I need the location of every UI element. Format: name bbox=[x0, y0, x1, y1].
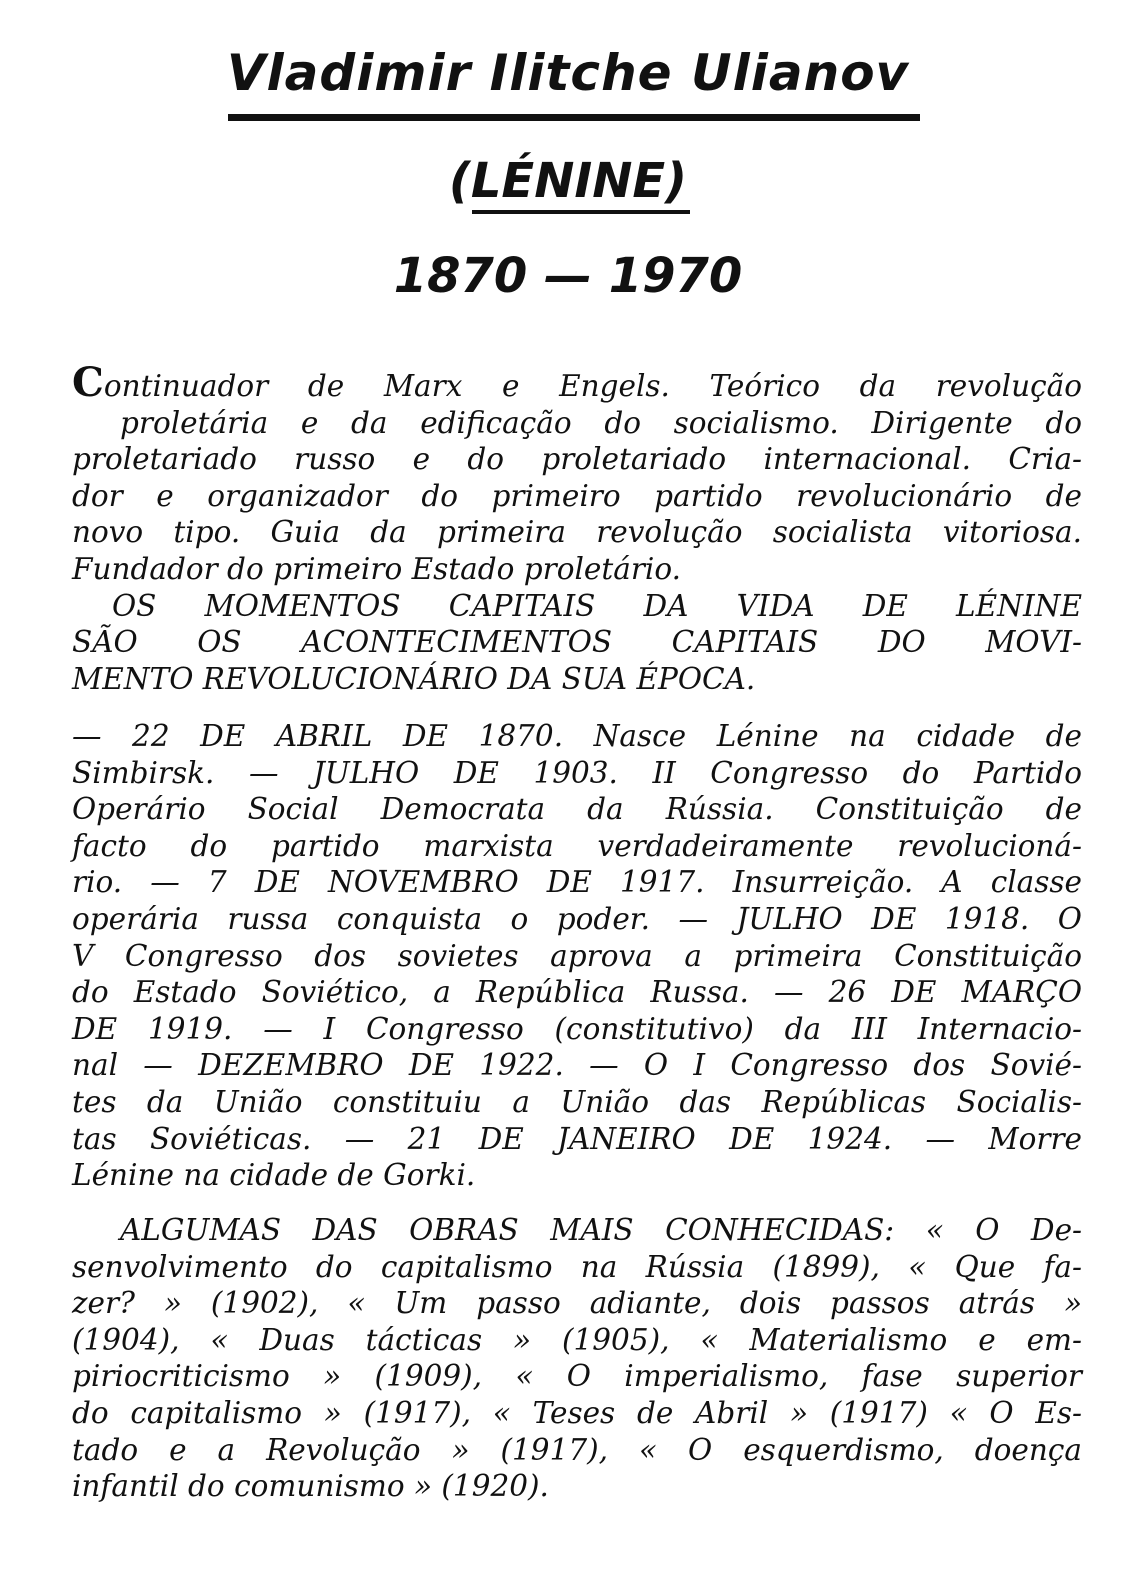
chronology-line: facto do partido marxista verdadeiramente revolucioná- bbox=[72, 828, 1082, 863]
intro-line: proletariado russo e do proletariado internacional. Cria- bbox=[72, 442, 1082, 477]
works-line: (1904), « Duas tácticas » (1905), « Materialismo e em- bbox=[72, 1322, 1082, 1357]
intro-line: Fundador do primeiro Estado proletário. bbox=[72, 551, 681, 586]
intro-line: proletária e da edificação do socialismo. Dirigente do bbox=[120, 405, 1082, 440]
intro-line: OS MOMENTOS CAPITAIS DA VIDA DE LÉNINE bbox=[112, 588, 1082, 623]
intro-line: novo tipo. Guia da primeira revolução socialista vitoriosa. bbox=[72, 515, 1082, 550]
chronology-paragraph bbox=[72, 718, 1082, 1194]
chronology-line: Lénine na cidade de Gorki. bbox=[72, 1158, 476, 1193]
chronology-line: Operário Social Democrata da Rússia. Constituição de bbox=[72, 792, 1082, 827]
intro-line: SÃO OS ACONTECIMENTOS CAPITAIS DO MOVI- bbox=[72, 625, 1082, 660]
works-line: piriocriticismo » (1909), « O imperialismo, fase superior bbox=[72, 1359, 1082, 1394]
chronology-line: tas Soviéticas. — 21 DE JANEIRO DE 1924. — Morre bbox=[72, 1121, 1082, 1156]
works-line: zer? » (1902), « Um passo adiante, dois passos atrás » bbox=[72, 1286, 1082, 1321]
chronology-line: DE 1919. — I Congresso (constitutivo) da III Internacio- bbox=[72, 1011, 1082, 1046]
drop-cap: C bbox=[72, 359, 104, 406]
works-line: infantil do comunismo » (1920). bbox=[72, 1469, 549, 1504]
chronology-line: — 22 DE ABRIL DE 1870. Nasce Lénine na cidade de bbox=[72, 719, 1082, 753]
intro-line bbox=[72, 359, 1082, 406]
intro-line: MENTO REVOLUCIONÁRIO DA SUA ÉPOCA. bbox=[72, 661, 756, 696]
page-title: Vladimir Ilitche Ulianov bbox=[226, 44, 910, 102]
works-line: do capitalismo » (1917), « Teses de Abril » (1917) « O Es- bbox=[72, 1395, 1082, 1430]
chronology-line: nal — DEZEMBRO DE 1922. — O I Congresso dos Sovié- bbox=[72, 1048, 1082, 1083]
chronology-line: V Congresso dos sovietes aprova a primeira Constituição bbox=[72, 938, 1082, 973]
chronology-line: do Estado Soviético, a República Russa. — 26 DE MARÇO bbox=[72, 975, 1082, 1010]
works-paragraph bbox=[72, 1212, 1082, 1505]
intro-paragraph bbox=[72, 359, 1082, 697]
chronology-line: rio. — 7 DE NOVEMBRO DE 1917. Insurreição. A classe bbox=[72, 865, 1082, 900]
chronology-line: Simbirsk. — JULHO DE 1903. II Congresso do Partido bbox=[72, 755, 1082, 790]
chronology-line: tes da União constituiu a União das Repúblicas Socialis- bbox=[72, 1084, 1082, 1119]
intro-line-text: ontinuador de Marx e Engels. Teórico da revolução bbox=[103, 369, 1082, 403]
title-underline bbox=[228, 114, 920, 121]
title-block bbox=[0, 40, 1136, 106]
subtitle-text: (LÉNINE) bbox=[448, 153, 688, 209]
years-heading: 1870 — 1970 bbox=[393, 248, 743, 304]
works-line: ALGUMAS DAS OBRAS MAIS CONHECIDAS: « O De- bbox=[120, 1213, 1082, 1247]
intro-line: dor e organizador do primeiro partido revolucionário de bbox=[72, 478, 1082, 513]
works-line: tado e a Revolução » (1917), « O esquerdismo, doença bbox=[72, 1432, 1082, 1467]
works-line: senvolvimento do capitalismo na Rússia (1899), « Que fa- bbox=[72, 1249, 1082, 1284]
subtitle-underline bbox=[472, 210, 690, 214]
chronology-line: operária russa conquista o poder. — JULHO DE 1918. O bbox=[72, 901, 1082, 936]
subtitle bbox=[0, 150, 1136, 212]
